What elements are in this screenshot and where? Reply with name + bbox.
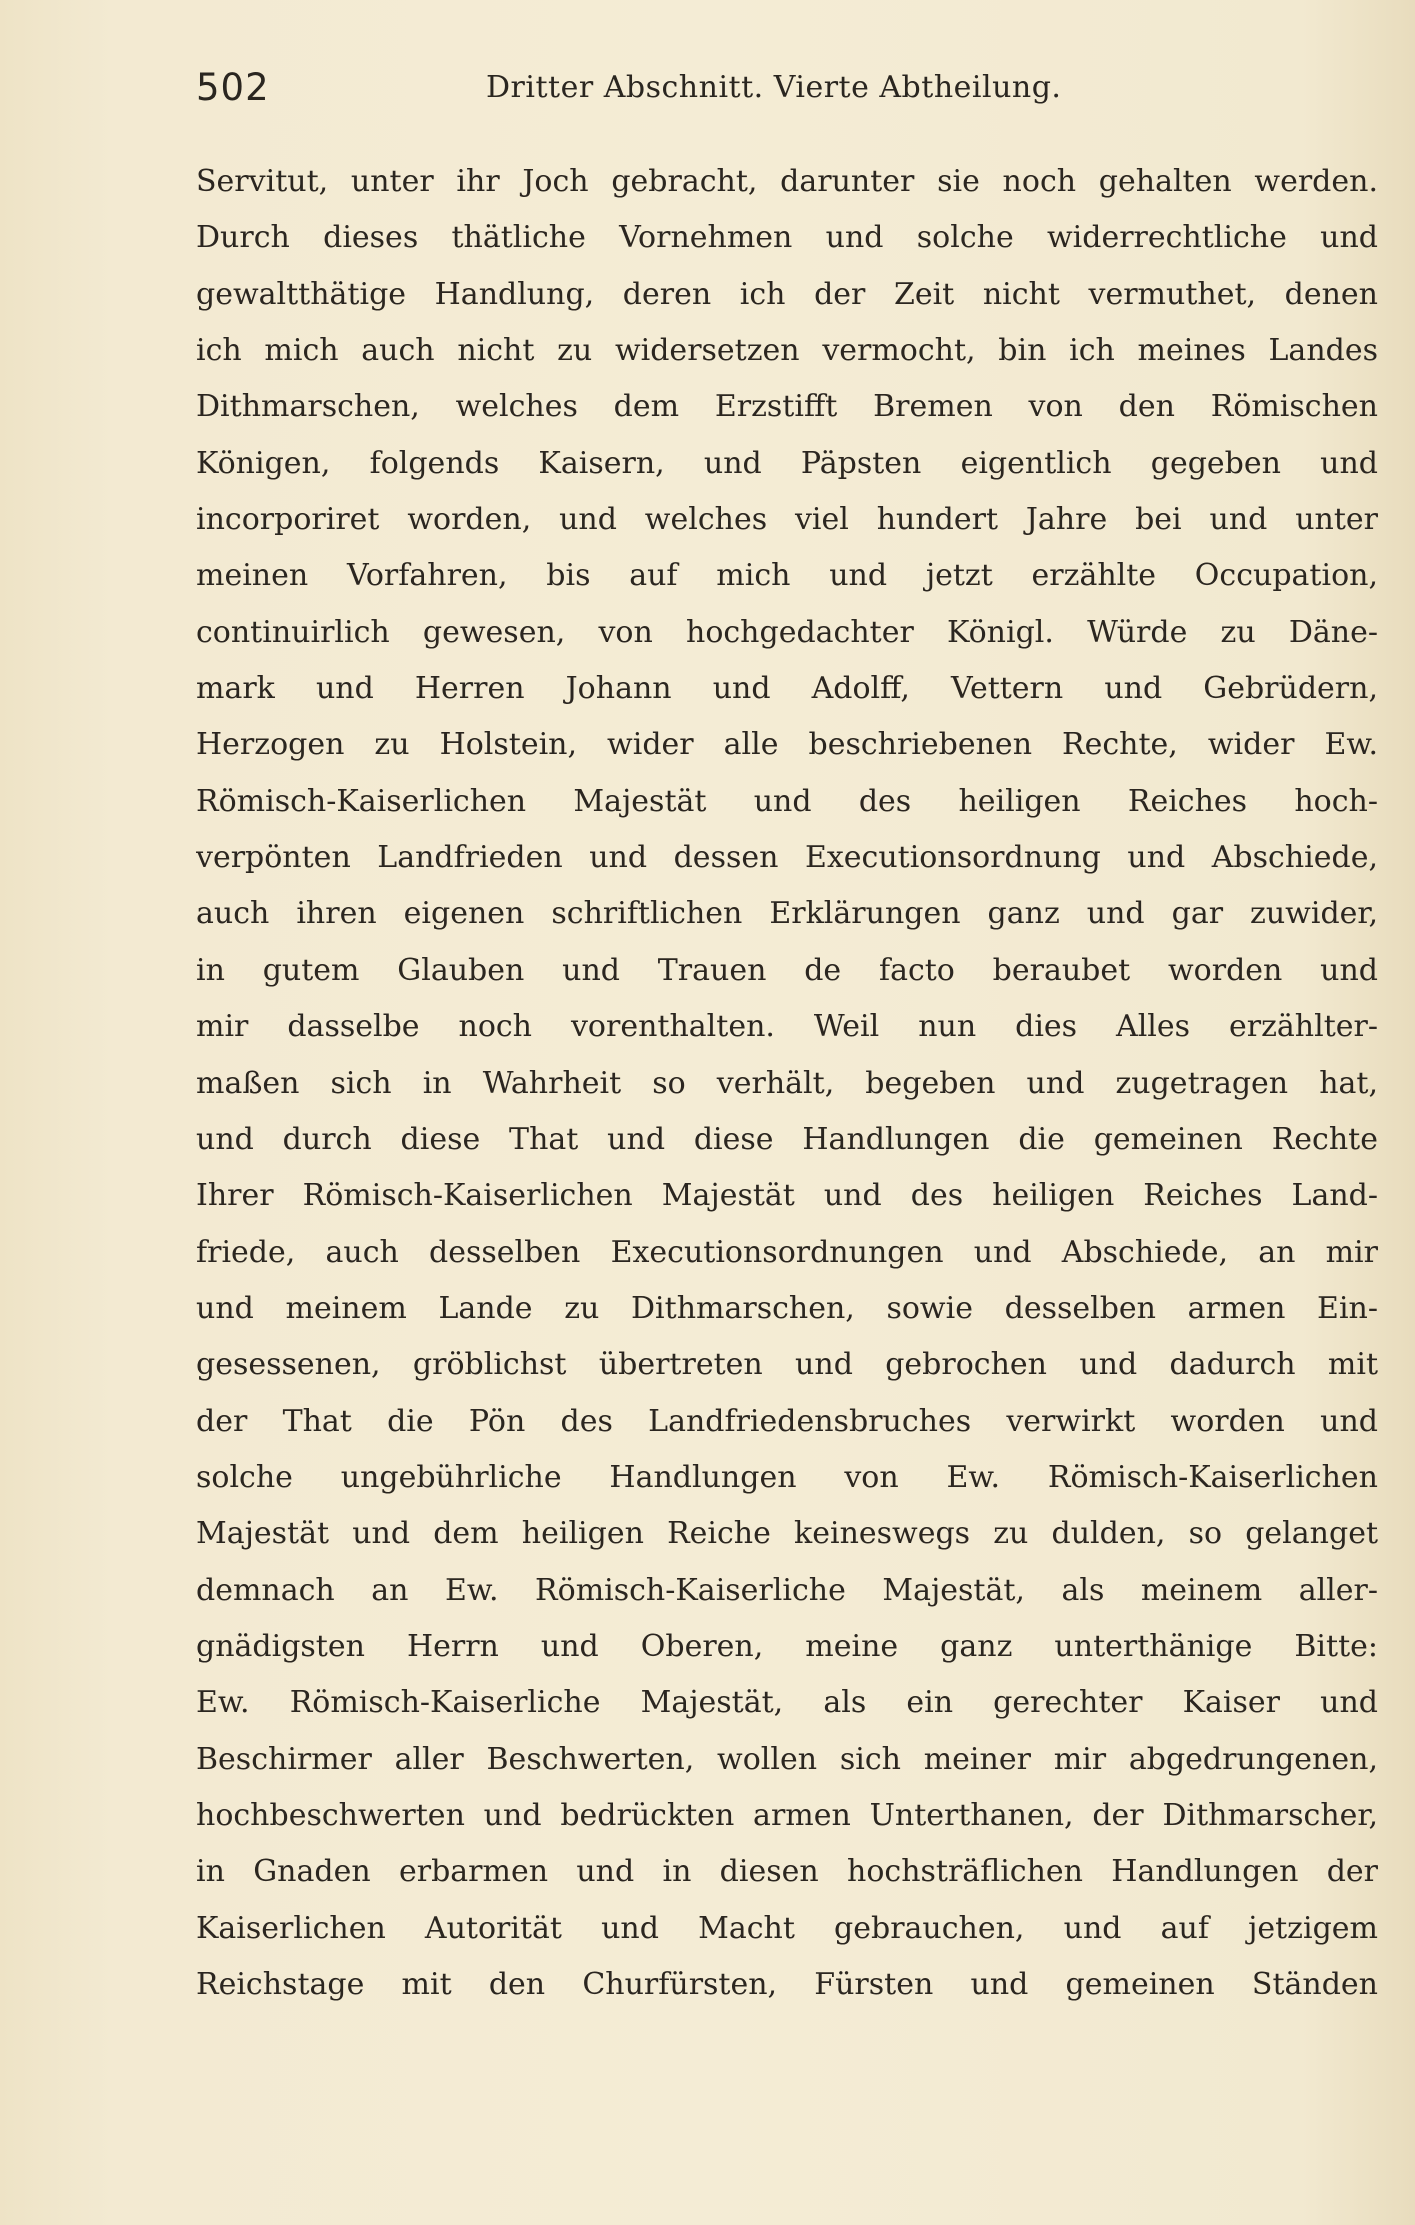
page-header [196, 66, 1196, 126]
text-line: Ihrer Römisch-Kaiserlichen Majestät und des heiligen Reiches Land- [196, 1178, 1378, 1214]
text-line: gesessenen, gröblichst übertreten und gebrochen und dadurch mit [196, 1347, 1378, 1383]
text-line: Ew. Römisch-Kaiserliche Majestät, als ein gerechter Kaiser und [196, 1685, 1378, 1721]
text-line: Reichstage mit den Churfürsten, Fürsten und gemeinen Ständen [196, 1967, 1378, 2002]
body-text [196, 154, 1378, 2013]
text-line: der That die Pön des Landfriedensbruches verwirkt worden und [196, 1403, 1378, 1439]
text-line: gnädigsten Herrn und Oberen, meine ganz unterthänige Bitte: [196, 1628, 1378, 1664]
text-line: verpönten Landfrieden und dessen Executionsordnung und Abschiede, [196, 840, 1378, 876]
text-line: und meinem Lande zu Dithmarschen, sowie desselben armen Ein- [196, 1290, 1378, 1326]
text-line: Herzogen zu Holstein, wider alle beschriebenen Rechte, wider Ew. [196, 727, 1378, 763]
text-line: Servitut, unter ihr Joch gebracht, darunter sie noch gehalten werden. [196, 164, 1378, 199]
text-line: Durch dieses thätliche Vornehmen und solche widerrechtliche und [196, 220, 1378, 256]
text-line: Beschirmer aller Beschwerten, wollen sich meiner mir abgedrungenen, [196, 1741, 1378, 1777]
text-line: hochbeschwerten und bedrückten armen Unterthanen, der Dithmarscher, [196, 1797, 1378, 1833]
text-line: demnach an Ew. Römisch-Kaiserliche Majestät, als meinem aller- [196, 1572, 1378, 1608]
text-line: Dithmarschen, welches dem Erzstifft Bremen von den Römischen [196, 389, 1378, 425]
text-line: auch ihren eigenen schriftlichen Erklärungen ganz und gar zuwider, [196, 896, 1378, 932]
text-line: incorporiret worden, und welches viel hundert Jahre bei und unter [196, 502, 1378, 538]
text-line: meinen Vorfahren, bis auf mich und jetzt erzählte Occupation, [196, 558, 1378, 594]
text-line: continuirlich gewesen, von hochgedachter Königl. Würde zu Däne- [196, 614, 1378, 650]
text-line: und durch diese That und diese Handlungen die gemeinen Rechte [196, 1121, 1378, 1157]
text-line: in Gnaden erbarmen und in diesen hochsträflichen Handlungen der [196, 1854, 1378, 1890]
text-line: friede, auch desselben Executionsordnungen und Abschiede, an mir [196, 1234, 1378, 1270]
text-line: solche ungebührliche Handlungen von Ew. Römisch-Kaiserlichen [196, 1459, 1378, 1495]
text-line: Römisch-Kaiserlichen Majestät und des heiligen Reiches hoch- [196, 783, 1378, 819]
text-line: Königen, folgends Kaisern, und Päpsten eigentlich gegeben und [196, 445, 1378, 481]
text-line: ich mich auch nicht zu widersetzen vermocht, bin ich meines Landes [196, 333, 1378, 369]
text-line: gewaltthätige Handlung, deren ich der Zeit nicht vermuthet, denen [196, 276, 1378, 312]
text-line: mark und Herren Johann und Adolff, Vettern und Gebrüdern, [196, 671, 1378, 707]
running-head: Dritter Abschnitt. Vierte Abtheilung. [486, 70, 1062, 105]
text-line: Kaiserlichen Autorität und Macht gebrauchen, und auf jetzigem [196, 1910, 1378, 1946]
text-line: maßen sich in Wahrheit so verhält, begeben und zugetragen hat, [196, 1065, 1378, 1101]
text-line: Majestät und dem heiligen Reiche keineswegs zu dulden, so gelanget [196, 1516, 1378, 1552]
text-line: in gutem Glauben und Trauen de facto beraubet worden und [196, 952, 1378, 988]
page-number: 502 [196, 66, 270, 109]
text-line: mir dasselbe noch vorenthalten. Weil nun dies Alles erzählter- [196, 1009, 1378, 1045]
